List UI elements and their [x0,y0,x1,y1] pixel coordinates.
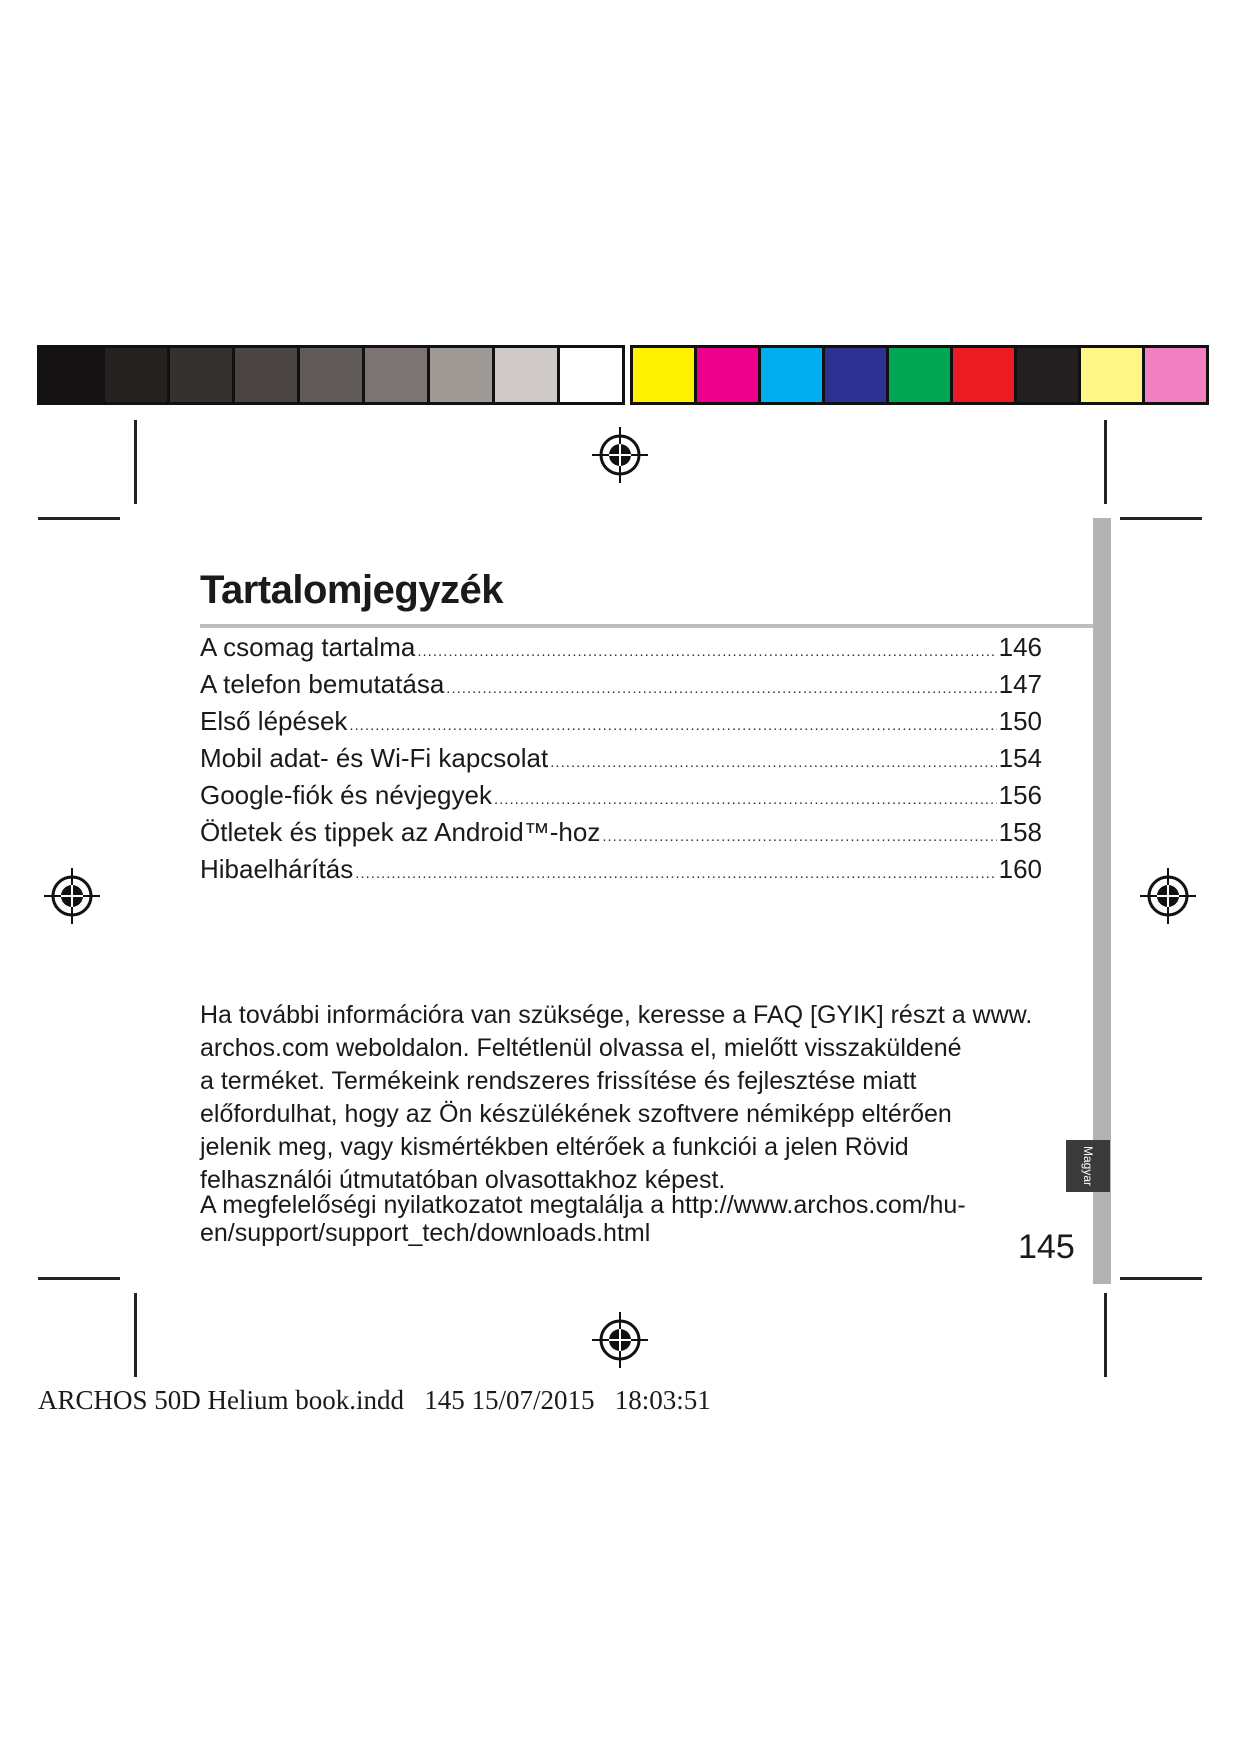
dot-leader [355,865,996,882]
gray-swatch [427,345,495,405]
crop-mark [1120,517,1202,520]
process-swatch [694,345,761,405]
process-swatch [1078,345,1145,405]
toc-label: Ötletek és tippek az Android™-hoz [200,817,601,847]
conformity-line[interactable]: en/support/support_tech/downloads.html [200,1219,651,1247]
gray-swatch [557,345,625,405]
crop-mark [38,517,120,520]
toc-label: Első lépések [200,706,348,736]
info-line: előfordulhat, hogy az Ön készülékének szoftvere némiképp eltérően [200,1100,952,1128]
crop-mark [1104,420,1107,504]
toc-page: 147 [998,669,1042,699]
gray-swatch [362,345,430,405]
dot-leader [446,680,996,697]
process-swatch [630,345,697,405]
table-of-contents [200,632,1042,891]
toc-page: 146 [998,632,1042,662]
language-tab [1066,1140,1110,1192]
gray-swatch [297,345,365,405]
dot-leader [349,717,996,734]
page-number: 145 [1018,1228,1075,1266]
process-swatch [822,345,889,405]
process-swatch [1014,345,1081,405]
info-line: jelenik meg, vagy kismértékben eltérőek a funkciói a jelen Rövid [200,1133,909,1161]
process-swatch [758,345,825,405]
info-line: a terméket. Termékeink rendszeres frissítése és fejlesztése miatt [200,1067,917,1095]
toc-label: Hibaelhárítás [200,854,354,884]
info-paragraph [200,999,1080,1197]
toc-row[interactable] [200,706,1042,743]
toc-row[interactable] [200,669,1042,706]
language-label: Magyar [1080,1145,1095,1187]
info-line: archos.com weboldalon. Feltétlenül olvassa el, mielőtt visszaküldené [200,1034,962,1062]
toc-label: A csomag tartalma [200,632,416,662]
toc-label: Mobil adat- és Wi-Fi kapcsolat [200,743,549,773]
registration-mark-icon [42,866,102,926]
registration-mark-icon [590,1310,650,1370]
title-underline [200,624,1094,628]
gray-swatch [167,345,235,405]
toc-row[interactable] [200,632,1042,669]
crop-mark [134,420,137,504]
info-line: felhasználói útmutatóban olvasottakhoz képest. [200,1166,726,1194]
toc-row[interactable] [200,854,1042,891]
page-title: Tartalomjegyzék [200,568,503,612]
toc-label: Google-fiók és névjegyek [200,780,492,810]
dot-leader [417,643,996,660]
toc-page: 158 [998,817,1042,847]
registration-mark-icon [1138,866,1198,926]
toc-page: 154 [998,743,1042,773]
print-slug: ARCHOS 50D Helium book.indd 145 15/07/2015 18:03:51 [38,1385,711,1415]
crop-mark [134,1293,137,1377]
conformity-line: A megfelelőségi nyilatkozatot megtalálja a http://www.archos.com/hu- [200,1191,966,1219]
toc-row[interactable] [200,743,1042,780]
toc-page: 150 [998,706,1042,736]
conformity-paragraph [200,1191,1080,1247]
dot-leader [550,754,996,771]
gray-swatch [232,345,300,405]
process-swatch [950,345,1017,405]
gray-swatch [102,345,170,405]
toc-label: A telefon bemutatása [200,669,445,699]
toc-row[interactable] [200,780,1042,817]
toc-page: 160 [998,854,1042,884]
info-line: Ha további információra van szüksége, keresse a FAQ [GYIK] részt a www. [200,1001,1033,1029]
process-swatch [886,345,953,405]
gray-swatch [37,345,105,405]
registration-mark-icon [590,425,650,485]
crop-mark [1120,1277,1202,1280]
process-swatch [1142,345,1209,405]
crop-mark [38,1277,120,1280]
toc-row[interactable] [200,817,1042,854]
gray-swatch [492,345,560,405]
dot-leader [602,828,996,845]
dot-leader [494,791,997,808]
toc-page: 156 [998,780,1042,810]
crop-mark [1104,1293,1107,1377]
